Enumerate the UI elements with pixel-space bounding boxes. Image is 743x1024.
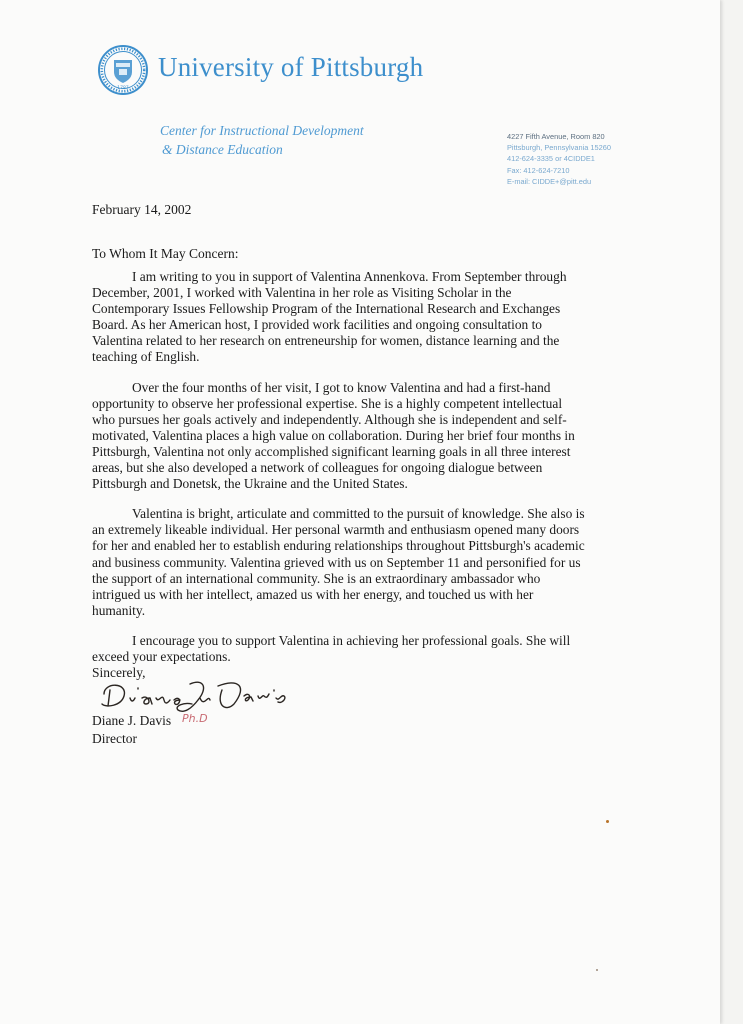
- address-line: E-mail: CIDDE+@pitt.edu: [507, 176, 592, 186]
- body-paragraph: Valentina is bright, articulate and committed to the pursuit of knowledge. She also is an extremely likeable individual. Her personal warmth and enthusiasm opened many doors for her and enabled her to establish enduring relationships throughout Pittsburgh's academic and business community. Valentina grieved with us on September 11 and personified for us the support of an international community. She is an extraordinary ambassador who intrigued us with her intellect, amazed us with her energy, and touched us with her humanity.: [92, 506, 585, 618]
- body-paragraph: I encourage you to support Valentina in achieving her professional goals. She will exceed your expectations.: [92, 632, 571, 664]
- department-line-2: & Distance Education: [162, 142, 283, 157]
- department-address: [507, 131, 611, 187]
- address-line: 4227 Fifth Avenue, Room 820: [507, 132, 605, 141]
- body-paragraph: I am writing to you in support of Valentina Annenkova. From September through December, 2001, I worked with Valentina in her role as Visiting Scholar in the Contemporary Issues Fellowship Program of the International Research and Exchanges Board. As her American host, I provided work facilities and ongoing consultation to Valentina related to her research on entreneurship for women, distance learning and the teaching of English.: [92, 269, 567, 365]
- department-name: [160, 121, 364, 159]
- signer-name: Diane J. Davis: [92, 713, 172, 728]
- letter-date: February 14, 2002: [92, 202, 192, 217]
- university-name: University of Pittsburgh: [158, 52, 424, 82]
- body-paragraph: Over the four months of her visit, I got to know Valentina and had a first-hand opportunity to observe her professional expertise. She is a highly competent intellectual who pursues her goals actively and independently. Although she is independent and self-motivated, Valentina places a high value on collaboration. During her brief four months in Pittsburgh, Valentina not only accomplished significant learning goals in all three interest areas, but she also developed a network of colleagues for ongoing dialogue between Pittsburgh and Donetsk, the Ukraine and the United States.: [92, 379, 575, 492]
- paper-speck: [606, 820, 609, 823]
- closing: Sincerely,: [92, 665, 146, 680]
- address-line: Pittsburgh, Pennsylvania 15260: [507, 143, 611, 153]
- address-line: Fax: 412-624-7210: [507, 165, 570, 175]
- university-seal-icon: [98, 45, 148, 95]
- letter-body: [92, 269, 588, 679]
- seal-year-text: 1787: [117, 86, 129, 91]
- paper-speck: [596, 969, 598, 971]
- salutation: To Whom It May Concern:: [92, 246, 239, 261]
- address-line: 412-624-3335 or 4CIDDE1: [507, 154, 595, 164]
- handwritten-degree: Ph.D: [182, 712, 208, 725]
- department-line-1: Center for Instructional Development: [160, 123, 364, 138]
- signer-title: Director: [92, 731, 137, 746]
